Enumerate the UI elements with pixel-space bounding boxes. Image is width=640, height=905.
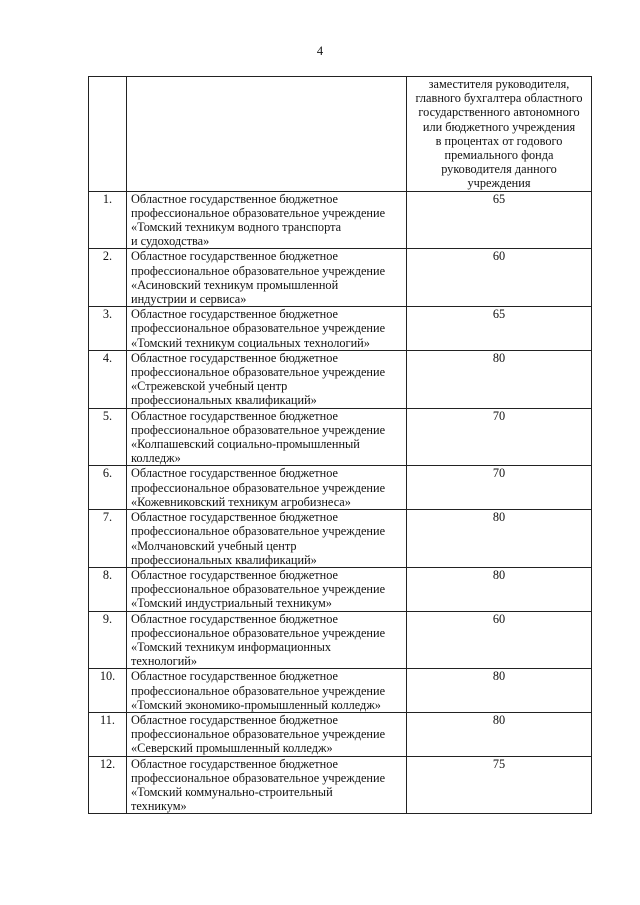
- institution-name: [127, 567, 407, 611]
- percent-value: 65: [407, 307, 592, 351]
- table-row: [89, 756, 592, 814]
- institution-name-line: и судоходства»: [131, 234, 210, 249]
- institution-name-line: Областное государственное бюджетное: [131, 249, 338, 264]
- institution-name: [127, 611, 407, 669]
- institution-name-line: Областное государственное бюджетное: [131, 350, 338, 365]
- table-row: [89, 712, 592, 756]
- percent-value: 80: [407, 567, 592, 611]
- institution-name-line: профессиональное образовательное учреждение: [131, 683, 386, 698]
- institution-name-line: индустрии и сервиса»: [131, 292, 247, 307]
- row-number: 9.: [89, 611, 127, 669]
- percent-value: 60: [407, 611, 592, 669]
- percent-value: 65: [407, 191, 592, 249]
- institution-name-line: профессиональное образовательное учреждение: [131, 321, 386, 336]
- institution-name: [127, 510, 407, 568]
- institution-name-line: колледж»: [131, 451, 181, 466]
- percent-value: 70: [407, 408, 592, 466]
- institution-name: [127, 408, 407, 466]
- institution-name-line: профессиональных квалификаций»: [131, 552, 317, 567]
- percent-value: 80: [407, 712, 592, 756]
- table-row: [89, 408, 592, 466]
- institution-name-line: Областное государственное бюджетное: [131, 611, 338, 626]
- percent-value: 80: [407, 510, 592, 568]
- row-number: 6.: [89, 466, 127, 510]
- header-line: государственного автономного: [418, 105, 580, 120]
- row-number: 5.: [89, 408, 127, 466]
- institution-name-line: профессиональное образовательное учреждение: [131, 365, 386, 380]
- institution-name: [127, 756, 407, 814]
- institution-name-line: «Колпашевский социально-промышленный: [131, 437, 360, 452]
- row-number: 11.: [89, 712, 127, 756]
- institution-name-line: технологий»: [131, 654, 198, 669]
- row-number: 8.: [89, 567, 127, 611]
- institution-name: [127, 191, 407, 249]
- institution-name-line: Областное государственное бюджетное: [131, 756, 338, 771]
- institution-name-line: Областное государственное бюджетное: [131, 669, 338, 684]
- institution-name-line: профессиональное образовательное учреждение: [131, 422, 386, 437]
- institution-name-line: профессиональное образовательное учреждение: [131, 625, 386, 640]
- institution-name-line: «Томский техникум информационных: [131, 639, 331, 654]
- row-number: 12.: [89, 756, 127, 814]
- percent-value: 70: [407, 466, 592, 510]
- institution-name-line: «Кожевниковский техникум агробизнеса»: [131, 494, 351, 509]
- header-line: в процентах от годового: [435, 133, 563, 148]
- percent-value: 80: [407, 669, 592, 713]
- institution-name-line: «Томский коммунально-строительный: [131, 784, 333, 799]
- institution-name-line: Областное государственное бюджетное: [131, 567, 338, 582]
- institution-name-line: профессиональное образовательное учреждение: [131, 263, 386, 278]
- table-row: [89, 611, 592, 669]
- institution-name-line: Областное государственное бюджетное: [131, 408, 338, 423]
- header-line: учреждения: [467, 176, 531, 191]
- institution-name-line: профессиональное образовательное учреждение: [131, 480, 386, 495]
- institution-name-line: Областное государственное бюджетное: [131, 510, 338, 525]
- institution-name-line: профессиональных квалификаций»: [131, 393, 317, 408]
- institution-name-line: «Асиновский техникум промышленной: [131, 277, 339, 292]
- row-number: 4.: [89, 350, 127, 408]
- row-number: 3.: [89, 307, 127, 351]
- row-number: 1.: [89, 191, 127, 249]
- institution-name: [127, 669, 407, 713]
- institution-name-line: профессиональное образовательное учреждение: [131, 524, 386, 539]
- premium-fund-table: [88, 76, 592, 814]
- table-row: [89, 249, 592, 307]
- institution-name-line: Областное государственное бюджетное: [131, 191, 338, 206]
- header-line: или бюджетного учреждения: [422, 119, 576, 134]
- institution-name-line: «Томский индустриальный техникум»: [131, 596, 332, 611]
- header-name-cell: [127, 77, 407, 192]
- header-line: премиального фонда: [444, 148, 554, 163]
- institution-name-line: «Томский техникум водного транспорта: [131, 220, 342, 235]
- row-number: 2.: [89, 249, 127, 307]
- institution-name-line: «Томский экономико-промышленный колледж»: [131, 697, 381, 712]
- table-row: [89, 567, 592, 611]
- institution-name-line: «Томский техникум социальных технологий»: [131, 335, 370, 350]
- institution-name-line: «Молчановский учебный центр: [131, 538, 297, 553]
- table-row: [89, 669, 592, 713]
- institution-name-line: Областное государственное бюджетное: [131, 712, 338, 727]
- institution-name: [127, 307, 407, 351]
- institution-name-line: техникум»: [131, 799, 187, 814]
- header-line: руководителя данного: [441, 162, 557, 177]
- institution-name: [127, 249, 407, 307]
- institution-name: [127, 350, 407, 408]
- header-value-cell: [407, 77, 592, 192]
- table-header-row: [89, 77, 592, 192]
- table-row: [89, 307, 592, 351]
- row-number: 7.: [89, 510, 127, 568]
- institution-name-line: Областное государственное бюджетное: [131, 466, 338, 481]
- row-number: 10.: [89, 669, 127, 713]
- table-row: [89, 510, 592, 568]
- institution-name: [127, 466, 407, 510]
- table-row: [89, 191, 592, 249]
- institution-name-line: профессиональное образовательное учреждение: [131, 582, 386, 597]
- page-number: 4: [316, 44, 324, 58]
- header-line: заместителя руководителя,: [428, 77, 570, 91]
- institution-name-line: профессиональное образовательное учреждение: [131, 205, 386, 220]
- institution-name-line: Областное государственное бюджетное: [131, 307, 338, 322]
- percent-value: 75: [407, 756, 592, 814]
- institution-name-line: «Северский промышленный колледж»: [131, 741, 333, 756]
- institution-name-line: «Стрежевской учебный центр: [131, 379, 288, 394]
- institution-name: [127, 712, 407, 756]
- table-row: [89, 466, 592, 510]
- institution-name-line: профессиональное образовательное учреждение: [131, 770, 386, 785]
- header-line: главного бухгалтера областного: [415, 91, 583, 106]
- table-row: [89, 350, 592, 408]
- header-num-cell: [89, 77, 127, 192]
- percent-value: 60: [407, 249, 592, 307]
- institution-name-line: профессиональное образовательное учреждение: [131, 727, 386, 742]
- table-body: [89, 77, 592, 814]
- percent-value: 80: [407, 350, 592, 408]
